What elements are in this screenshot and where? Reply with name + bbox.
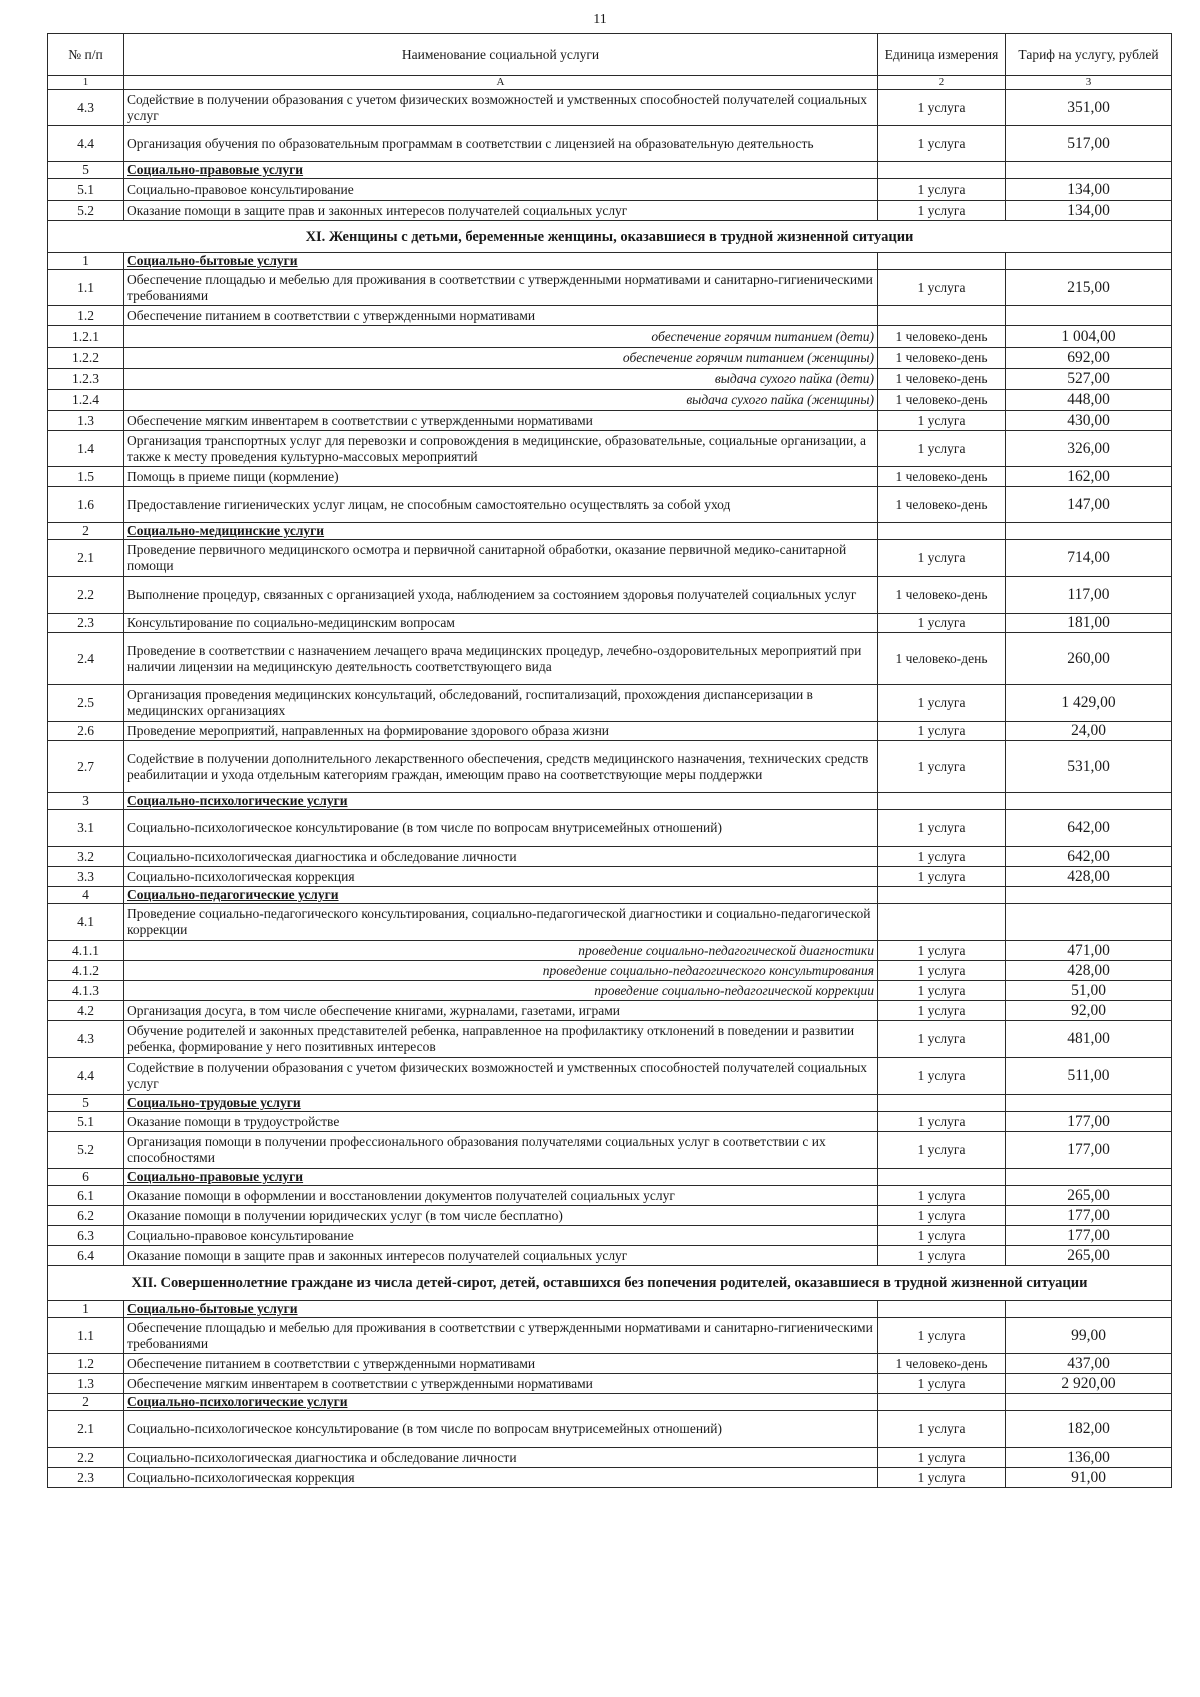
unit-of-measure <box>878 887 1006 904</box>
unit-of-measure: 1 услуга <box>878 179 1006 201</box>
unit-of-measure: 1 услуга <box>878 867 1006 887</box>
unit-of-measure: 1 услуга <box>878 126 1006 162</box>
unit-of-measure <box>878 162 1006 179</box>
tariff-value: 134,00 <box>1006 201 1172 221</box>
tariff-value <box>1006 1169 1172 1186</box>
row-number: 6.3 <box>48 1226 124 1246</box>
tariff-value: 99,00 <box>1006 1318 1172 1354</box>
service-group-row <box>48 1301 1172 1318</box>
table-row <box>48 326 1172 348</box>
unit-of-measure: 1 услуга <box>878 411 1006 431</box>
table-row <box>48 348 1172 369</box>
row-number: 1.3 <box>48 1374 124 1394</box>
tariff-value: 177,00 <box>1006 1112 1172 1132</box>
tariff-value: 714,00 <box>1006 540 1172 577</box>
tariff-value: 91,00 <box>1006 1468 1172 1488</box>
unit-of-measure <box>878 253 1006 270</box>
table-row <box>48 540 1172 577</box>
unit-of-measure: 1 человеко-день <box>878 326 1006 348</box>
table-row <box>48 904 1172 941</box>
unit-of-measure: 1 услуга <box>878 1058 1006 1095</box>
service-group-name: Социально-педагогические услуги <box>124 887 878 904</box>
tariff-value <box>1006 1095 1172 1112</box>
row-number: 5.1 <box>48 1112 124 1132</box>
unit-of-measure: 1 услуга <box>878 1206 1006 1226</box>
tariff-value: 215,00 <box>1006 270 1172 306</box>
row-number: 4.1 <box>48 904 124 941</box>
table-row <box>48 126 1172 162</box>
header-tariff: Тариф на услугу, рублей <box>1006 34 1172 76</box>
tariff-value <box>1006 306 1172 326</box>
row-number: 3.1 <box>48 810 124 847</box>
tariff-value: 471,00 <box>1006 941 1172 961</box>
table-row <box>48 390 1172 411</box>
unit-of-measure: 1 человеко-день <box>878 348 1006 369</box>
unit-of-measure <box>878 1301 1006 1318</box>
service-name: Консультирование по социально-медицинским вопросам <box>124 614 878 633</box>
header-unit: Единица измерения <box>878 34 1006 76</box>
service-group-row <box>48 162 1172 179</box>
table-row <box>48 577 1172 614</box>
unit-of-measure: 1 услуга <box>878 1318 1006 1354</box>
unit-of-measure: 1 услуга <box>878 201 1006 221</box>
service-name: Оказание помощи в защите прав и законных интересов получателей социальных услуг <box>124 201 878 221</box>
table-row <box>48 847 1172 867</box>
unit-of-measure: 1 услуга <box>878 614 1006 633</box>
row-number: 1.4 <box>48 431 124 467</box>
table-row <box>48 685 1172 722</box>
service-group-row <box>48 523 1172 540</box>
table-row <box>48 179 1172 201</box>
service-name: Социально-правовое консультирование <box>124 179 878 201</box>
unit-of-measure: 1 услуга <box>878 1112 1006 1132</box>
service-name: Организация обучения по образовательным программам в соответствии с лицензией на образовательную деятельность <box>124 126 878 162</box>
unit-of-measure: 1 услуга <box>878 941 1006 961</box>
table-row <box>48 1226 1172 1246</box>
tariff-value: 642,00 <box>1006 847 1172 867</box>
unit-of-measure: 1 услуга <box>878 961 1006 981</box>
unit-of-measure: 1 услуга <box>878 1468 1006 1488</box>
row-number: 1.2.4 <box>48 390 124 411</box>
table-row <box>48 1354 1172 1374</box>
tariff-value: 642,00 <box>1006 810 1172 847</box>
service-name: Проведение мероприятий, направленных на формирование здорового образа жизни <box>124 722 878 741</box>
unit-of-measure: 1 человеко-день <box>878 487 1006 523</box>
service-name: проведение социально-педагогического консультирования <box>124 961 878 981</box>
service-name: Организация проведения медицинских консультаций, обследований, госпитализаций, прохождения диспансеризации в медицинских организациях <box>124 685 878 722</box>
tariff-value: 177,00 <box>1006 1226 1172 1246</box>
service-name: Проведение первичного медицинского осмотра и первичной санитарной обработки, оказание первичной медико-санитарной помощи <box>124 540 878 577</box>
unit-of-measure: 1 человеко-день <box>878 577 1006 614</box>
column-index: 3 <box>1006 76 1172 90</box>
tariff-value: 692,00 <box>1006 348 1172 369</box>
row-number: 1.2 <box>48 1354 124 1374</box>
row-number: 3.3 <box>48 867 124 887</box>
row-number: 1.3 <box>48 411 124 431</box>
service-name: Социально-психологическая коррекция <box>124 867 878 887</box>
tariff-value: 265,00 <box>1006 1246 1172 1266</box>
table-row <box>48 1112 1172 1132</box>
tariff-value: 481,00 <box>1006 1021 1172 1058</box>
table-row <box>48 1186 1172 1206</box>
row-number: 1.2.1 <box>48 326 124 348</box>
tariff-value: 517,00 <box>1006 126 1172 162</box>
tariff-value: 265,00 <box>1006 1186 1172 1206</box>
section-heading-row <box>48 1266 1172 1301</box>
tariff-value: 134,00 <box>1006 179 1172 201</box>
table-row <box>48 614 1172 633</box>
tariff-value: 351,00 <box>1006 90 1172 126</box>
service-name: Оказание помощи в получении юридических услуг (в том числе бесплатно) <box>124 1206 878 1226</box>
row-number: 1 <box>48 1301 124 1318</box>
unit-of-measure: 1 услуга <box>878 1021 1006 1058</box>
table-row <box>48 741 1172 793</box>
row-number: 6.2 <box>48 1206 124 1226</box>
service-name: Обеспечение площадью и мебелью для проживания в соответствии с утвержденными нормативами и санитарно-гигиеническими требованиями <box>124 1318 878 1354</box>
service-name: Обеспечение питанием в соответствии с утвержденными нормативами <box>124 306 878 326</box>
tariff-value <box>1006 523 1172 540</box>
unit-of-measure: 1 услуга <box>878 847 1006 867</box>
unit-of-measure: 1 услуга <box>878 1001 1006 1021</box>
service-name: Организация помощи в получении профессионального образования получателями социальных услуг в соответствии с их способностями <box>124 1132 878 1169</box>
row-number: 2.7 <box>48 741 124 793</box>
service-group-row <box>48 793 1172 810</box>
service-name: Обеспечение мягким инвентарем в соответствии с утвержденными нормативами <box>124 1374 878 1394</box>
service-name: Оказание помощи в защите прав и законных интересов получателей социальных услуг <box>124 1246 878 1266</box>
row-number: 1.2.2 <box>48 348 124 369</box>
table-body <box>48 90 1172 1488</box>
service-name: Содействие в получении дополнительного лекарственного обеспечения, средств медицинского назначения, технических средств реабилитации и ухода отдельным категориям граждан, имеющим право на соответствующие меры поддержки <box>124 741 878 793</box>
unit-of-measure: 1 человеко-день <box>878 1354 1006 1374</box>
table-row <box>48 201 1172 221</box>
row-number: 4.3 <box>48 90 124 126</box>
service-group-name: Социально-бытовые услуги <box>124 1301 878 1318</box>
unit-of-measure: 1 услуга <box>878 741 1006 793</box>
unit-of-measure: 1 человеко-день <box>878 467 1006 487</box>
tariff-value: 448,00 <box>1006 390 1172 411</box>
service-name: Проведение в соответствии с назначением лечащего врача медицинских процедур, лечебно-оздоровительных мероприятий при наличии лицензии на медицинскую деятельность соответствующего вида <box>124 633 878 685</box>
tariff-value <box>1006 1394 1172 1411</box>
tariff-value: 527,00 <box>1006 369 1172 390</box>
service-name: обеспечение горячим питанием (женщины) <box>124 348 878 369</box>
row-number: 2.1 <box>48 540 124 577</box>
tariff-value: 92,00 <box>1006 1001 1172 1021</box>
unit-of-measure: 1 человеко-день <box>878 390 1006 411</box>
header-number: № п/п <box>48 34 124 76</box>
row-number: 3.2 <box>48 847 124 867</box>
unit-of-measure: 1 услуга <box>878 1374 1006 1394</box>
unit-of-measure <box>878 1394 1006 1411</box>
tariff-value: 1 429,00 <box>1006 685 1172 722</box>
unit-of-measure: 1 человеко-день <box>878 369 1006 390</box>
tariff-value: 24,00 <box>1006 722 1172 741</box>
row-number: 6 <box>48 1169 124 1186</box>
column-index-row <box>48 76 1172 90</box>
row-number: 4.1.2 <box>48 961 124 981</box>
header-row <box>48 34 1172 76</box>
service-name: выдача сухого пайка (женщины) <box>124 390 878 411</box>
service-name: Социально-правовое консультирование <box>124 1226 878 1246</box>
unit-of-measure: 1 услуга <box>878 810 1006 847</box>
unit-of-measure: 1 услуга <box>878 431 1006 467</box>
unit-of-measure <box>878 1095 1006 1112</box>
service-name: Социально-психологическое консультирование (в том числе по вопросам внутрисемейных отношений) <box>124 810 878 847</box>
unit-of-measure <box>878 904 1006 941</box>
row-number: 1.1 <box>48 270 124 306</box>
service-group-name: Социально-трудовые услуги <box>124 1095 878 1112</box>
table-row <box>48 961 1172 981</box>
service-name: Обучение родителей и законных представителей ребенка, направленное на профилактику отклонений в поведении и развитии ребенка, формирование у него позитивных интересов <box>124 1021 878 1058</box>
table-row <box>48 981 1172 1001</box>
row-number: 2.2 <box>48 1448 124 1468</box>
tariff-value <box>1006 904 1172 941</box>
tariff-value: 428,00 <box>1006 961 1172 981</box>
service-name: Выполнение процедур, связанных с организацией ухода, наблюдением за состоянием здоровья получателей социальных услуг <box>124 577 878 614</box>
service-name: Содействие в получении образования с учетом физических возможностей и умственных способностей получателей социальных услуг <box>124 1058 878 1095</box>
service-name: Оказание помощи в оформлении и восстановлении документов получателей социальных услуг <box>124 1186 878 1206</box>
tariff-value: 430,00 <box>1006 411 1172 431</box>
table-row <box>48 722 1172 741</box>
unit-of-measure: 1 услуга <box>878 1132 1006 1169</box>
unit-of-measure: 1 услуга <box>878 1411 1006 1448</box>
tariff-value: 147,00 <box>1006 487 1172 523</box>
unit-of-measure <box>878 1169 1006 1186</box>
table-row <box>48 1001 1172 1021</box>
table-row <box>48 1132 1172 1169</box>
tariff-value: 531,00 <box>1006 741 1172 793</box>
service-name: выдача сухого пайка (дети) <box>124 369 878 390</box>
tariff-value: 182,00 <box>1006 1411 1172 1448</box>
row-number: 1.6 <box>48 487 124 523</box>
row-number: 1.2.3 <box>48 369 124 390</box>
row-number: 4 <box>48 887 124 904</box>
row-number: 3 <box>48 793 124 810</box>
unit-of-measure: 1 услуга <box>878 685 1006 722</box>
table-row <box>48 867 1172 887</box>
unit-of-measure: 1 услуга <box>878 722 1006 741</box>
tariff-value <box>1006 793 1172 810</box>
row-number: 6.4 <box>48 1246 124 1266</box>
tariff-value: 511,00 <box>1006 1058 1172 1095</box>
tariff-value: 162,00 <box>1006 467 1172 487</box>
service-group-name: Социально-психологические услуги <box>124 1394 878 1411</box>
row-number: 2.5 <box>48 685 124 722</box>
column-index: А <box>124 76 878 90</box>
tariff-value: 428,00 <box>1006 867 1172 887</box>
tariff-value: 260,00 <box>1006 633 1172 685</box>
service-name: Проведение социально-педагогического консультирования, социально-педагогической диагностики и социально-педагогической коррекции <box>124 904 878 941</box>
row-number: 5 <box>48 1095 124 1112</box>
service-name: Оказание помощи в трудоустройстве <box>124 1112 878 1132</box>
row-number: 2.6 <box>48 722 124 741</box>
page-number: 11 <box>593 12 607 27</box>
header-service-name: Наименование социальной услуги <box>124 34 878 76</box>
tariff-value: 177,00 <box>1006 1206 1172 1226</box>
table-row <box>48 1411 1172 1448</box>
row-number: 5.2 <box>48 201 124 221</box>
row-number: 2.2 <box>48 577 124 614</box>
service-name: обеспечение горячим питанием (дети) <box>124 326 878 348</box>
service-name: Помощь в приеме пищи (кормление) <box>124 467 878 487</box>
unit-of-measure: 1 услуга <box>878 270 1006 306</box>
service-name: Организация транспортных услуг для перевозки и сопровождения в медицинские, образовательные, социальные организации, а также к месту проведения культурно-массовых мероприятий <box>124 431 878 467</box>
row-number: 4.4 <box>48 1058 124 1095</box>
table-row <box>48 1374 1172 1394</box>
service-name: проведение социально-педагогической диагностики <box>124 941 878 961</box>
tariff-value: 136,00 <box>1006 1448 1172 1468</box>
table-row <box>48 941 1172 961</box>
tariff-value <box>1006 162 1172 179</box>
unit-of-measure <box>878 306 1006 326</box>
row-number: 1.2 <box>48 306 124 326</box>
row-number: 2 <box>48 523 124 540</box>
row-number: 4.2 <box>48 1001 124 1021</box>
table-row <box>48 90 1172 126</box>
service-name: Обеспечение мягким инвентарем в соответствии с утвержденными нормативами <box>124 411 878 431</box>
tariff-value: 326,00 <box>1006 431 1172 467</box>
service-name: Обеспечение питанием в соответствии с утвержденными нормативами <box>124 1354 878 1374</box>
table-row <box>48 270 1172 306</box>
row-number: 2.3 <box>48 1468 124 1488</box>
unit-of-measure: 1 услуга <box>878 981 1006 1001</box>
table-row <box>48 411 1172 431</box>
service-name: Социально-психологическая диагностика и обследование личности <box>124 847 878 867</box>
service-group-row <box>48 887 1172 904</box>
service-name: Социально-психологическое консультирование (в том числе по вопросам внутрисемейных отношений) <box>124 1411 878 1448</box>
column-index: 2 <box>878 76 1006 90</box>
row-number: 4.1.3 <box>48 981 124 1001</box>
unit-of-measure: 1 услуга <box>878 1246 1006 1266</box>
row-number: 2.4 <box>48 633 124 685</box>
tariff-value: 51,00 <box>1006 981 1172 1001</box>
row-number: 4.4 <box>48 126 124 162</box>
section-heading: XI. Женщины с детьми, беременные женщины, оказавшиеся в трудной жизненной ситуации <box>48 221 1172 253</box>
service-group-name: Социально-психологические услуги <box>124 793 878 810</box>
service-group-name: Социально-правовые услуги <box>124 162 878 179</box>
table-row <box>48 1246 1172 1266</box>
row-number: 5.2 <box>48 1132 124 1169</box>
tariff-value: 177,00 <box>1006 1132 1172 1169</box>
unit-of-measure <box>878 793 1006 810</box>
row-number: 2 <box>48 1394 124 1411</box>
table-row <box>48 1021 1172 1058</box>
row-number: 1.1 <box>48 1318 124 1354</box>
table-row <box>48 810 1172 847</box>
tariff-value: 117,00 <box>1006 577 1172 614</box>
unit-of-measure: 1 человеко-день <box>878 633 1006 685</box>
row-number: 1.5 <box>48 467 124 487</box>
row-number: 1 <box>48 253 124 270</box>
service-name: Содействие в получении образования с учетом физических возможностей и умственных способностей получателей социальных услуг <box>124 90 878 126</box>
row-number: 6.1 <box>48 1186 124 1206</box>
tariff-value: 181,00 <box>1006 614 1172 633</box>
table-row <box>48 1448 1172 1468</box>
table-row <box>48 467 1172 487</box>
row-number: 4.1.1 <box>48 941 124 961</box>
table-row <box>48 1058 1172 1095</box>
tariff-value <box>1006 887 1172 904</box>
table-row <box>48 1468 1172 1488</box>
unit-of-measure <box>878 523 1006 540</box>
section-heading-row <box>48 221 1172 253</box>
row-number: 2.1 <box>48 1411 124 1448</box>
table-row <box>48 431 1172 467</box>
tariff-value: 2 920,00 <box>1006 1374 1172 1394</box>
table-row <box>48 1318 1172 1354</box>
row-number: 4.3 <box>48 1021 124 1058</box>
section-heading: XII. Совершеннолетние граждане из числа детей-сирот, детей, оставшихся без попечения родителей, оказавшиеся в трудной жизненной ситуации <box>48 1266 1172 1301</box>
tariff-value: 1 004,00 <box>1006 326 1172 348</box>
table-row <box>48 1206 1172 1226</box>
service-group-row <box>48 253 1172 270</box>
service-group-name: Социально-медицинские услуги <box>124 523 878 540</box>
table-row <box>48 306 1172 326</box>
tariff-value: 437,00 <box>1006 1354 1172 1374</box>
row-number: 5 <box>48 162 124 179</box>
table-row <box>48 487 1172 523</box>
service-name: Организация досуга, в том числе обеспечение книгами, журналами, газетами, играми <box>124 1001 878 1021</box>
unit-of-measure: 1 услуга <box>878 1448 1006 1468</box>
tariff-table <box>47 33 1172 1488</box>
service-name: Социально-психологическая коррекция <box>124 1468 878 1488</box>
service-name: Обеспечение площадью и мебелью для проживания в соответствии с утвержденными нормативами и санитарно-гигиеническими требованиями <box>124 270 878 306</box>
unit-of-measure: 1 услуга <box>878 1186 1006 1206</box>
service-name: проведение социально-педагогической коррекции <box>124 981 878 1001</box>
tariff-value <box>1006 1301 1172 1318</box>
row-number: 5.1 <box>48 179 124 201</box>
service-group-row <box>48 1095 1172 1112</box>
unit-of-measure: 1 услуга <box>878 1226 1006 1246</box>
unit-of-measure: 1 услуга <box>878 90 1006 126</box>
column-index: 1 <box>48 76 124 90</box>
service-name: Социально-психологическая диагностика и обследование личности <box>124 1448 878 1468</box>
service-group-name: Социально-бытовые услуги <box>124 253 878 270</box>
table-row <box>48 369 1172 390</box>
service-name: Предоставление гигиенических услуг лицам, не способным самостоятельно осуществлять за собой уход <box>124 487 878 523</box>
tariff-value <box>1006 253 1172 270</box>
service-group-row <box>48 1169 1172 1186</box>
row-number: 2.3 <box>48 614 124 633</box>
service-group-row <box>48 1394 1172 1411</box>
service-group-name: Социально-правовые услуги <box>124 1169 878 1186</box>
unit-of-measure: 1 услуга <box>878 540 1006 577</box>
table-row <box>48 633 1172 685</box>
